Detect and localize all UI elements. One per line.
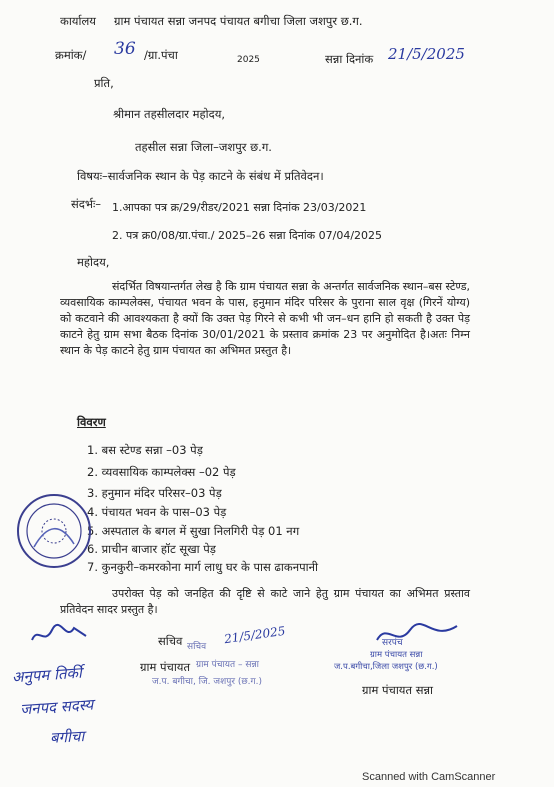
recipient-office: तहसील सन्ना जिला–जशपुर छ.ग. [135,140,272,154]
sarpanch-stamp-line3: ज.प.बगीचा,जिला जशपुर (छ.ग.) [334,662,438,672]
references-label: संदर्भः– [71,197,102,211]
secretary-stamp-line3: ज.प. बगीचा, जि. जशपुर (छ.ग.) [152,677,262,687]
detail-item-3: 3. हनुमान मंदिर परिसर–03 पेड़ [87,486,222,500]
secretary-label: सचिव [158,634,183,648]
sarpanch-stamp-line2: ग्राम पंचायत सन्ना [370,650,423,660]
subject-line: विषयः–सार्वजनिक स्थान के पेड़ काटने के संबंध में प्रतिवेदन। [77,169,324,183]
sarpanch-office: ग्राम पंचायत सन्ना [362,683,433,697]
date-value: 21/5/2025 [388,45,465,63]
member-name-handwritten: अनुपम तिर्की [11,663,83,687]
reference-1: 1.आपका पत्र क्र/29/रीडर/2021 सन्ना दिनांक 23/03/2021 [112,201,367,214]
member-title-handwritten: जनपद सदस्य [19,695,94,719]
recipient-line: श्रीमान तहसीलदार महोदय, [113,107,226,121]
body-paragraph: संदर्भित विषयान्तर्गत लेख है कि ग्राम पंचायत सन्ना के अन्तर्गत सार्वजनिक स्थान–बस स्टेण्ड, व्यवसायिक काम्पलेक्स, पंचायत भवन के पास, हनुमान मंदिर परिसर के पुराना साल वृक्ष (गिरनें योग्य) को कटवाने की आवश्यकता है क्यों कि उक्त पेड़ गिरने से कभी भी जन–धन हानि हो सकती है उक्त पेड़ काटने हेतु ग्राम सभा बैठक दिनांक 30/01/2021 के प्रस्ताव क्रमांक 23 पर अनुमोदित है।अतः निम्न स्थान के पेड़ काटने हेतु ग्राम पंचायत का अभिमत प्रस्तुत है। [60,280,470,357]
date-label: सन्ना दिनांक [325,52,374,66]
reference-2: 2. पत्र क्र0/08/ग्रा.पंचा./ 2025–26 सन्ना दिनांक 07/04/2025 [112,229,383,242]
secretary-handwritten-date: 21/5/2025 [223,623,287,647]
office-label: कार्यालय [60,14,96,28]
secretary-stamp-line2: ग्राम पंचायत – सन्ना [196,660,259,670]
salutation: महोदय, [77,255,110,269]
detail-item-6: 6. प्राचीन बाजार हॉट सूखा पेड़ [87,542,216,556]
panchayat-round-seal [14,492,94,570]
secretary-office: ग्राम पंचायत [140,660,191,674]
letter-year: 2025 [237,55,260,65]
kramank-number: 36 [114,39,136,59]
detail-item-4: 4. पंचायत भवन के पास–03 पेड़ [87,505,227,519]
scanner-footer: Scanned with CamScanner [362,771,496,783]
kramank-label: क्रमांक/ [55,48,87,62]
prati-text: प्रति, [94,76,114,90]
secretary-stamp-line1: सचिव [187,642,207,652]
office-name: ग्राम पंचायत सन्ना जनपद पंचायत बगीचा जिला जशपुर छ.ग. [114,14,363,28]
closing-paragraph: उपरोक्त पेड़ को जनहित की दृष्टि से काटे जाने हेतु ग्राम पंचायत का अभिमत प्रस्ताव प्रतिवेदन सादर प्रस्तुत है। [60,587,470,616]
details-heading: विवरण [77,415,106,429]
detail-item-5: 5. अस्पताल के बगल में सुखा निलगिरी पेड़ 01 नग [87,524,300,538]
detail-item-1: 1. बस स्टेण्ड सन्ना –03 पेड़ [87,443,203,457]
detail-item-2: 2. व्यवसायिक काम्पलेक्स –02 पेड़ [87,465,236,479]
kramank-suffix: /ग्रा.पंचा [144,48,178,62]
member-block-handwritten: बगीचा [49,727,85,747]
detail-item-7: 7. कुनकुरी–कमरकोना मार्ग लाधु घर के पास ढाकनपानी [87,560,318,574]
member-signature [30,622,90,648]
sarpanch-stamp-line1: सरपंच [382,638,403,648]
